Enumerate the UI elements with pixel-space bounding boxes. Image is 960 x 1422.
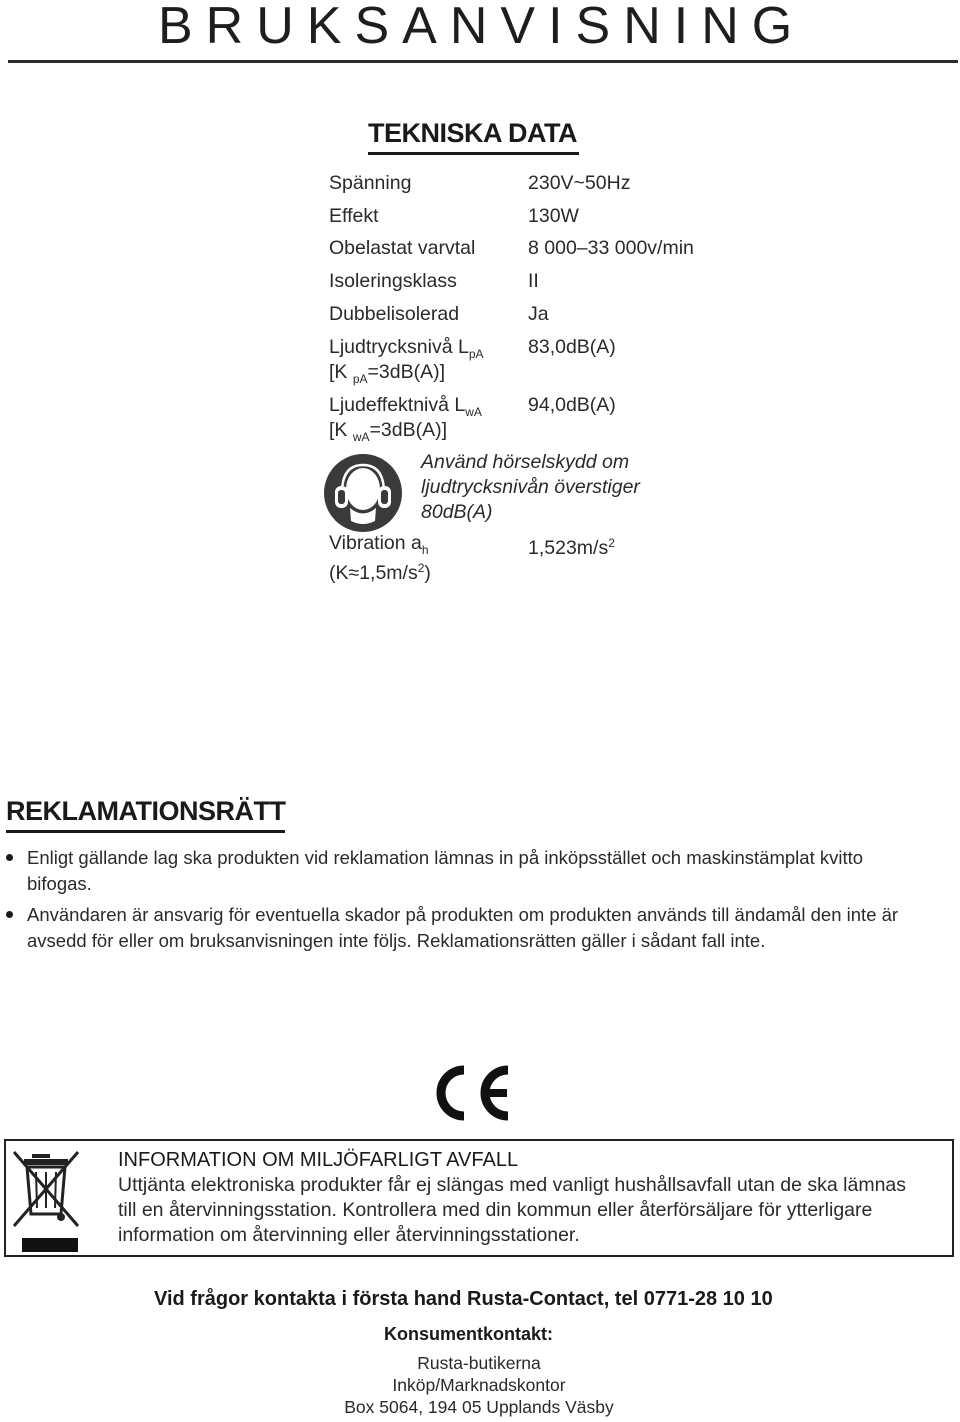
technical-data-heading: TEKNISKA DATA: [368, 118, 577, 148]
ce-mark-icon: [428, 1064, 512, 1122]
bullet-dot: [6, 854, 13, 861]
spec-value-no-load-speed: 8 000–33 000v/min: [528, 237, 694, 259]
hearing-protection-icon: [323, 453, 403, 533]
hearing-warning-line-2: ljudtrycksnivån överstiger: [421, 476, 640, 498]
warranty-underline: [6, 830, 285, 833]
crossed-out-wheelie-bin-icon: [12, 1150, 84, 1254]
waste-info-heading: INFORMATION OM MILJÖFARLIGT AVFALL: [118, 1149, 519, 1171]
warranty-bullet-1: Enligt gällande lag ska produkten vid reklamation lämnas in på inköpsstället och maskinstämplat kvitto bifogas.: [27, 847, 864, 894]
spec-label-double-insulated: Dubbelisolerad: [329, 303, 460, 325]
spec-value-sound-power: 94,0dB(A): [528, 394, 616, 416]
spec-k-vibration: $(K\approx 1,5m/s^2)$: [329, 561, 431, 584]
spec-label-power: Effekt: [329, 205, 379, 227]
waste-info-text: Uttjänta elektroniska produkter får ej slängas med vanligt hushållsavfall utan de ska lämnas till en återvinningsstation. Kontrollera med din kommun eller återförsäljare för ytterligare information om återvinning eller återvinningsstationer.: [118, 1174, 907, 1246]
warranty-bullet-2: Användaren är ansvarig för eventuella skador på produkten om produkten används till ändamål den inte är avsedd för eller om bruksanvisningen inte följs. Reklamationsrätten gäller i sådant fall inte.: [27, 904, 899, 951]
address-line-2: Inköp/Marknadskontor: [392, 1375, 566, 1395]
spec-label-insulation-class: Isoleringsklass: [329, 270, 457, 292]
address-line-3: Box 5064, 194 05 Upplands Väsby: [344, 1397, 614, 1417]
bullet-dot: [6, 911, 13, 918]
spec-value-sound-pressure: 83,0dB(A): [528, 336, 616, 358]
spec-value-insulation-class: II: [528, 270, 539, 292]
consumer-contact-heading: Konsumentkontakt:: [384, 1324, 554, 1344]
title-divider: [8, 60, 958, 63]
spec-label-sound-power: Ljudeffektnivå $L_{wA}$: [329, 394, 482, 419]
address-line-1: Rusta-butikerna: [417, 1353, 541, 1373]
spec-label-vibration: Vibration $a_h$: [329, 532, 429, 557]
hearing-warning-line-1: Använd hörselskydd om: [421, 451, 630, 473]
warranty-heading: REKLAMATIONSRÄTT: [6, 796, 286, 826]
technical-data-underline: [368, 152, 579, 155]
spec-label-sound-pressure: Ljudtrycksnivå $L_{pA}$: [329, 336, 484, 361]
spec-value-vibration: $1,523m/s^2$: [528, 536, 615, 559]
spec-value-voltage: 230V~50Hz: [528, 172, 631, 194]
spec-k-sound-pressure: [K $_{pA}$=3dB(A)]: [329, 361, 446, 386]
contact-main-line: Vid frågor kontakta i första hand Rusta-Contact, tel 0771-28 10 10: [154, 1288, 773, 1310]
spec-value-power: 130W: [528, 205, 579, 227]
spec-k-sound-power: [K $_{wA}$=3dB(A)]: [329, 419, 448, 444]
page-title: BRUKSANVISNING: [158, 0, 806, 55]
hearing-warning-line-3: 80dB(A): [421, 501, 493, 523]
spec-label-no-load-speed: Obelastat varvtal: [329, 237, 476, 259]
spec-value-double-insulated: Ja: [528, 303, 549, 325]
spec-label-voltage: Spänning: [329, 172, 412, 194]
